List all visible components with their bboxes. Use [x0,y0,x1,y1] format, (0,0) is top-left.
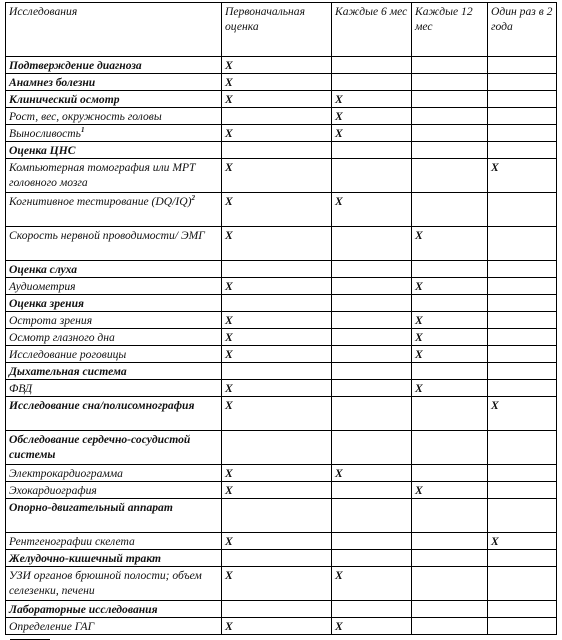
row-label [6,499,222,533]
cell-initial [222,57,332,74]
cell-every-6-months [332,499,412,533]
cell-once-in-2-years [488,295,557,312]
row-label-text: Скорость нервной проводимости/ ЭМГ [9,229,205,242]
cell-every-6-months [332,397,412,431]
cell-once-in-2-years [488,601,557,618]
cell-every-12-months [412,91,488,108]
check-mark: X [225,280,233,293]
row-label [6,125,222,142]
cell-initial [222,295,332,312]
row-label-text: Осмотр глазного дна [9,331,115,344]
cell-every-6-months [332,74,412,91]
table-row [6,91,557,108]
check-mark: X [225,348,233,361]
cell-initial [222,91,332,108]
cell-once-in-2-years [488,567,557,601]
cell-once-in-2-years [488,465,557,482]
row-label [6,550,222,567]
row-label-text: Эхокардиография [9,484,97,497]
row-label-text: Исследование роговицы [9,348,127,361]
row-label [6,312,222,329]
cell-initial [222,125,332,142]
row-label-text: Обследование сердечно-сосудистой системы [9,433,191,461]
check-mark: X [335,110,343,123]
row-label [6,74,222,91]
check-mark: X [335,569,343,582]
table-row [6,74,557,91]
cell-every-12-months [412,329,488,346]
check-mark: X [415,280,423,293]
cell-every-12-months [412,74,488,91]
check-mark: X [415,348,423,361]
row-label [6,567,222,601]
cell-once-in-2-years [488,380,557,397]
cell-initial [222,601,332,618]
cell-every-6-months [332,363,412,380]
row-label-text: Опорно-двигательный аппарат [9,501,173,514]
cell-every-6-months [332,346,412,363]
cell-initial [222,193,332,227]
row-label-text: ФВД [9,382,33,395]
table-row [6,295,557,312]
row-label [6,465,222,482]
cell-every-12-months [412,261,488,278]
check-mark: X [225,314,233,327]
table-row [6,108,557,125]
cell-once-in-2-years [488,91,557,108]
cell-every-6-months [332,142,412,159]
check-mark: X [335,93,343,106]
row-label-text: Когнитивное тестирование (DQ/IQ) [9,195,192,208]
row-label-text: Оценка зрения [9,297,85,310]
table-row [6,346,557,363]
row-label-text: УЗИ органов брюшной полости; объем селезенки, печени [9,569,202,597]
cell-every-12-months [412,567,488,601]
table-row [6,227,557,261]
table-row [6,193,557,227]
cell-initial [222,499,332,533]
cell-every-6-months [332,533,412,550]
cell-once-in-2-years [488,159,557,193]
row-label-text: Исследование сна/полисомнография [9,399,195,412]
cell-every-6-months [332,431,412,465]
row-label-text: Лабораторные исследования [9,603,158,616]
check-mark: X [335,195,343,208]
check-mark: X [225,59,233,72]
cell-initial [222,227,332,261]
cell-initial [222,363,332,380]
cell-once-in-2-years [488,533,557,550]
cell-every-12-months [412,380,488,397]
check-mark: X [225,569,233,582]
check-mark: X [335,127,343,140]
row-label-text: Оценка слуха [9,263,78,276]
check-mark: X [225,195,233,208]
row-label [6,431,222,465]
cell-once-in-2-years [488,346,557,363]
row-label-text: Определение ГАГ [9,620,95,633]
row-label [6,346,222,363]
cell-every-12-months [412,57,488,74]
cell-every-6-months [332,278,412,295]
cell-every-6-months [332,159,412,193]
cell-once-in-2-years [488,482,557,499]
cell-initial [222,142,332,159]
cell-once-in-2-years [488,618,557,635]
check-mark: X [225,331,233,344]
cell-every-12-months [412,465,488,482]
table-row [6,142,557,159]
table-row [6,159,557,193]
cell-once-in-2-years [488,431,557,465]
cell-initial [222,159,332,193]
check-mark: X [225,229,233,242]
check-mark: X [335,620,343,633]
cell-every-6-months [332,91,412,108]
table-row [6,329,557,346]
table-row [6,57,557,74]
cell-once-in-2-years [488,499,557,533]
cell-once-in-2-years [488,142,557,159]
table-body [6,57,557,635]
cell-every-12-months [412,482,488,499]
check-mark: X [225,484,233,497]
table-row [6,431,557,465]
cell-initial [222,550,332,567]
cell-initial [222,397,332,431]
cell-once-in-2-years [488,125,557,142]
row-label-text: Клинический осмотр [9,93,120,106]
row-label [6,278,222,295]
cell-every-6-months [332,193,412,227]
row-label [6,261,222,278]
check-mark: X [225,382,233,395]
cell-every-12-months [412,295,488,312]
cell-initial [222,533,332,550]
check-mark: X [491,535,499,548]
cell-every-6-months [332,108,412,125]
table-row [6,363,557,380]
footnote-marker: 1 [80,126,85,134]
cell-once-in-2-years [488,227,557,261]
check-mark: X [225,161,233,174]
check-mark: X [225,620,233,633]
cell-every-12-months [412,618,488,635]
cell-initial [222,567,332,601]
cell-every-6-months [332,261,412,278]
row-label [6,108,222,125]
check-mark: X [415,229,423,242]
check-mark: X [491,161,499,174]
check-mark: X [225,127,233,140]
check-mark: X [225,467,233,480]
cell-initial [222,482,332,499]
row-label-text: Желудочно-кишечный тракт [9,552,162,565]
row-label-text: Компьютерная томография или МРТ головного мозга [9,161,196,189]
header-investigations: Исследования [6,3,222,57]
table-row [6,465,557,482]
cell-initial [222,108,332,125]
check-mark: X [225,399,233,412]
row-label-text: Острота зрения [9,314,93,327]
row-label-text: Аудиометрия [9,280,76,293]
row-label [6,380,222,397]
check-mark: X [335,467,343,480]
cell-every-12-months [412,499,488,533]
table-row [6,278,557,295]
check-mark: X [415,331,423,344]
cell-initial [222,431,332,465]
check-mark: X [225,76,233,89]
cell-once-in-2-years [488,74,557,91]
cell-every-12-months [412,142,488,159]
row-label-text: Оценка ЦНС [9,144,76,157]
table-row [6,380,557,397]
cell-initial [222,465,332,482]
cell-every-6-months [332,295,412,312]
table-row [6,618,557,635]
row-label [6,601,222,618]
cell-every-12-months [412,108,488,125]
cell-every-12-months [412,363,488,380]
cell-initial [222,346,332,363]
table-row [6,261,557,278]
cell-every-6-months [332,380,412,397]
row-label [6,57,222,74]
cell-every-12-months [412,346,488,363]
cell-initial [222,278,332,295]
document-page [5,2,556,637]
cell-once-in-2-years [488,57,557,74]
row-label-text: Рост, вес, окружность головы [9,110,162,123]
check-mark: X [415,314,423,327]
cell-every-6-months [332,125,412,142]
cell-initial [222,618,332,635]
cell-every-6-months [332,465,412,482]
cell-every-6-months [332,57,412,74]
row-label [6,193,222,227]
row-label [6,295,222,312]
footnote-marker: 2 [191,194,195,202]
row-label-text: Подтверждение диагноза [9,59,142,72]
table-row [6,533,557,550]
row-label [6,618,222,635]
cell-once-in-2-years [488,312,557,329]
table-header-row [6,3,557,57]
table-row [6,312,557,329]
check-mark: X [415,484,423,497]
cell-every-12-months [412,159,488,193]
row-label-text: Рентгенографии скелета [9,535,135,548]
row-label [6,397,222,431]
row-label [6,227,222,261]
cell-every-6-months [332,618,412,635]
cell-every-12-months [412,227,488,261]
header-once-in-2-years: Один раз в 2 года [488,3,557,57]
header-initial-assessment: Первоначальная оценка [222,3,332,57]
cell-initial [222,261,332,278]
cell-every-6-months [332,550,412,567]
check-mark: X [225,535,233,548]
table-row [6,125,557,142]
cell-initial [222,74,332,91]
cell-once-in-2-years [488,278,557,295]
cell-every-12-months [412,601,488,618]
row-label [6,91,222,108]
row-label-text: Электрокардиограмма [9,467,123,480]
row-label [6,533,222,550]
cell-every-12-months [412,125,488,142]
cell-every-6-months [332,329,412,346]
cell-every-6-months [332,482,412,499]
header-every-12-months: Каждые 12 мес [412,3,488,57]
cell-once-in-2-years [488,550,557,567]
cell-every-12-months [412,397,488,431]
cell-once-in-2-years [488,397,557,431]
row-label-text: Выносливость [9,127,81,140]
cell-every-12-months [412,278,488,295]
cell-every-6-months [332,601,412,618]
cell-initial [222,380,332,397]
row-label [6,482,222,499]
examination-schedule-table [5,2,557,635]
check-mark: X [491,399,499,412]
row-label [6,363,222,380]
table-row [6,567,557,601]
check-mark: X [415,382,423,395]
cell-every-12-months [412,312,488,329]
cell-every-12-months [412,193,488,227]
row-label [6,329,222,346]
row-label-text: Дыхательная система [9,365,127,378]
table-row [6,550,557,567]
cell-once-in-2-years [488,261,557,278]
cell-every-6-months [332,312,412,329]
cell-initial [222,329,332,346]
table-row [6,499,557,533]
cell-initial [222,312,332,329]
cell-every-12-months [412,550,488,567]
cell-every-6-months [332,567,412,601]
cell-every-6-months [332,227,412,261]
table-row [6,482,557,499]
cell-once-in-2-years [488,329,557,346]
row-label [6,142,222,159]
cell-every-12-months [412,431,488,465]
check-mark: X [225,93,233,106]
cell-once-in-2-years [488,108,557,125]
row-label-text: Анамнез болезни [9,76,96,89]
table-row [6,601,557,618]
row-label [6,159,222,193]
cell-once-in-2-years [488,193,557,227]
cell-every-12-months [412,533,488,550]
header-every-6-months: Каждые 6 мес [332,3,412,57]
cell-once-in-2-years [488,363,557,380]
table-row [6,397,557,431]
